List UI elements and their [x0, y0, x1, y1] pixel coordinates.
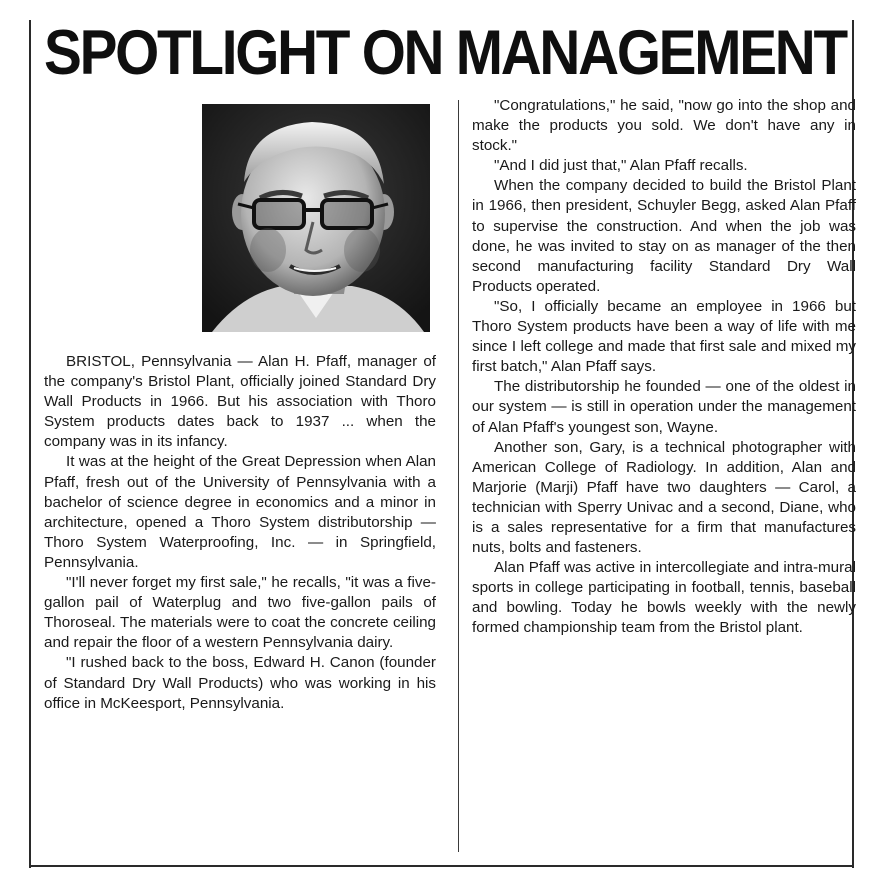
headline: SPOTLIGHT ON MANAGEMENT — [44, 18, 846, 88]
paragraph: BRISTOL, Pennsylvania — Alan H. Pfaff, manager of the company's Bristol Plant, officially joined Standard Dry Wall Products in 1966. But his association with Thoro System products dates back to 1937 ... when the company was in its infancy. — [44, 353, 436, 451]
portrait-photo — [202, 104, 430, 332]
left-column — [44, 352, 436, 714]
paragraph: The distributorship he founded — one of the oldest in our system — is still in operation under the management of Alan Pfaff's youngest son, Wayne. — [472, 378, 856, 436]
right-column — [472, 96, 856, 639]
portrait-illustration — [202, 104, 430, 332]
paragraph: "I rushed back to the boss, Edward H. Canon (founder of Standard Dry Wall Products) who was working in his office in McKeesport, Pennsylvania. — [44, 654, 436, 712]
paragraph: It was at the height of the Great Depression when Alan Pfaff, fresh out of the University of Pennsylvania with a bachelor of science degree in economics and a minor in architecture, opened a Thoro System distributorship — Thoro System Waterproofing, Inc. — in Springfield, Pennsylvania. — [44, 453, 436, 571]
left-border-rule — [29, 20, 31, 868]
paragraph: Another son, Gary, is a technical photographer with American College of Radiology. In addition, Alan and Marjorie (Marji) Pfaff have two daughters — Carol, a technician with Sperry Univac and a second, Diane, who is a sales representative for a firm that manufactures nuts, bolts and fasteners. — [472, 438, 856, 557]
paragraph: "So, I officially became an employee in 1966 but Thoro System products have been a way of life with me since I left college and made that first sale and mixed my first batch," Alan Pfaff says. — [472, 297, 856, 376]
paragraph: Alan Pfaff was active in intercollegiate and intra-mural sports in college participating in football, tennis, baseball and bowling. Today he bowls weekly with the newly formed championship team from the Bristol plant. — [472, 559, 856, 637]
bottom-border-rule — [29, 865, 854, 867]
paragraph: "I'll never forget my first sale," he recalls, "it was a five-gallon pail of Waterplug and two five-gallon pails of Thoroseal. The materials were to coat the concrete ceiling and repair the floor of a western Pennsylvania dairy. — [44, 574, 436, 652]
paragraph: "And I did just that," Alan Pfaff recalls. — [494, 157, 748, 175]
paragraph: When the company decided to build the Bristol Plant in 1966, then president, Schuyler Begg, asked Alan Pfaff to supervise the construction. And when the job was done, he was invited to stay on as manager of the then second manufacturing facility Standard Dry Wall Products operated. — [472, 177, 856, 295]
paragraph: "Congratulations," he said, "now go into the shop and make the products you sold. We don't have any in stock." — [472, 97, 856, 155]
column-divider — [458, 100, 459, 852]
